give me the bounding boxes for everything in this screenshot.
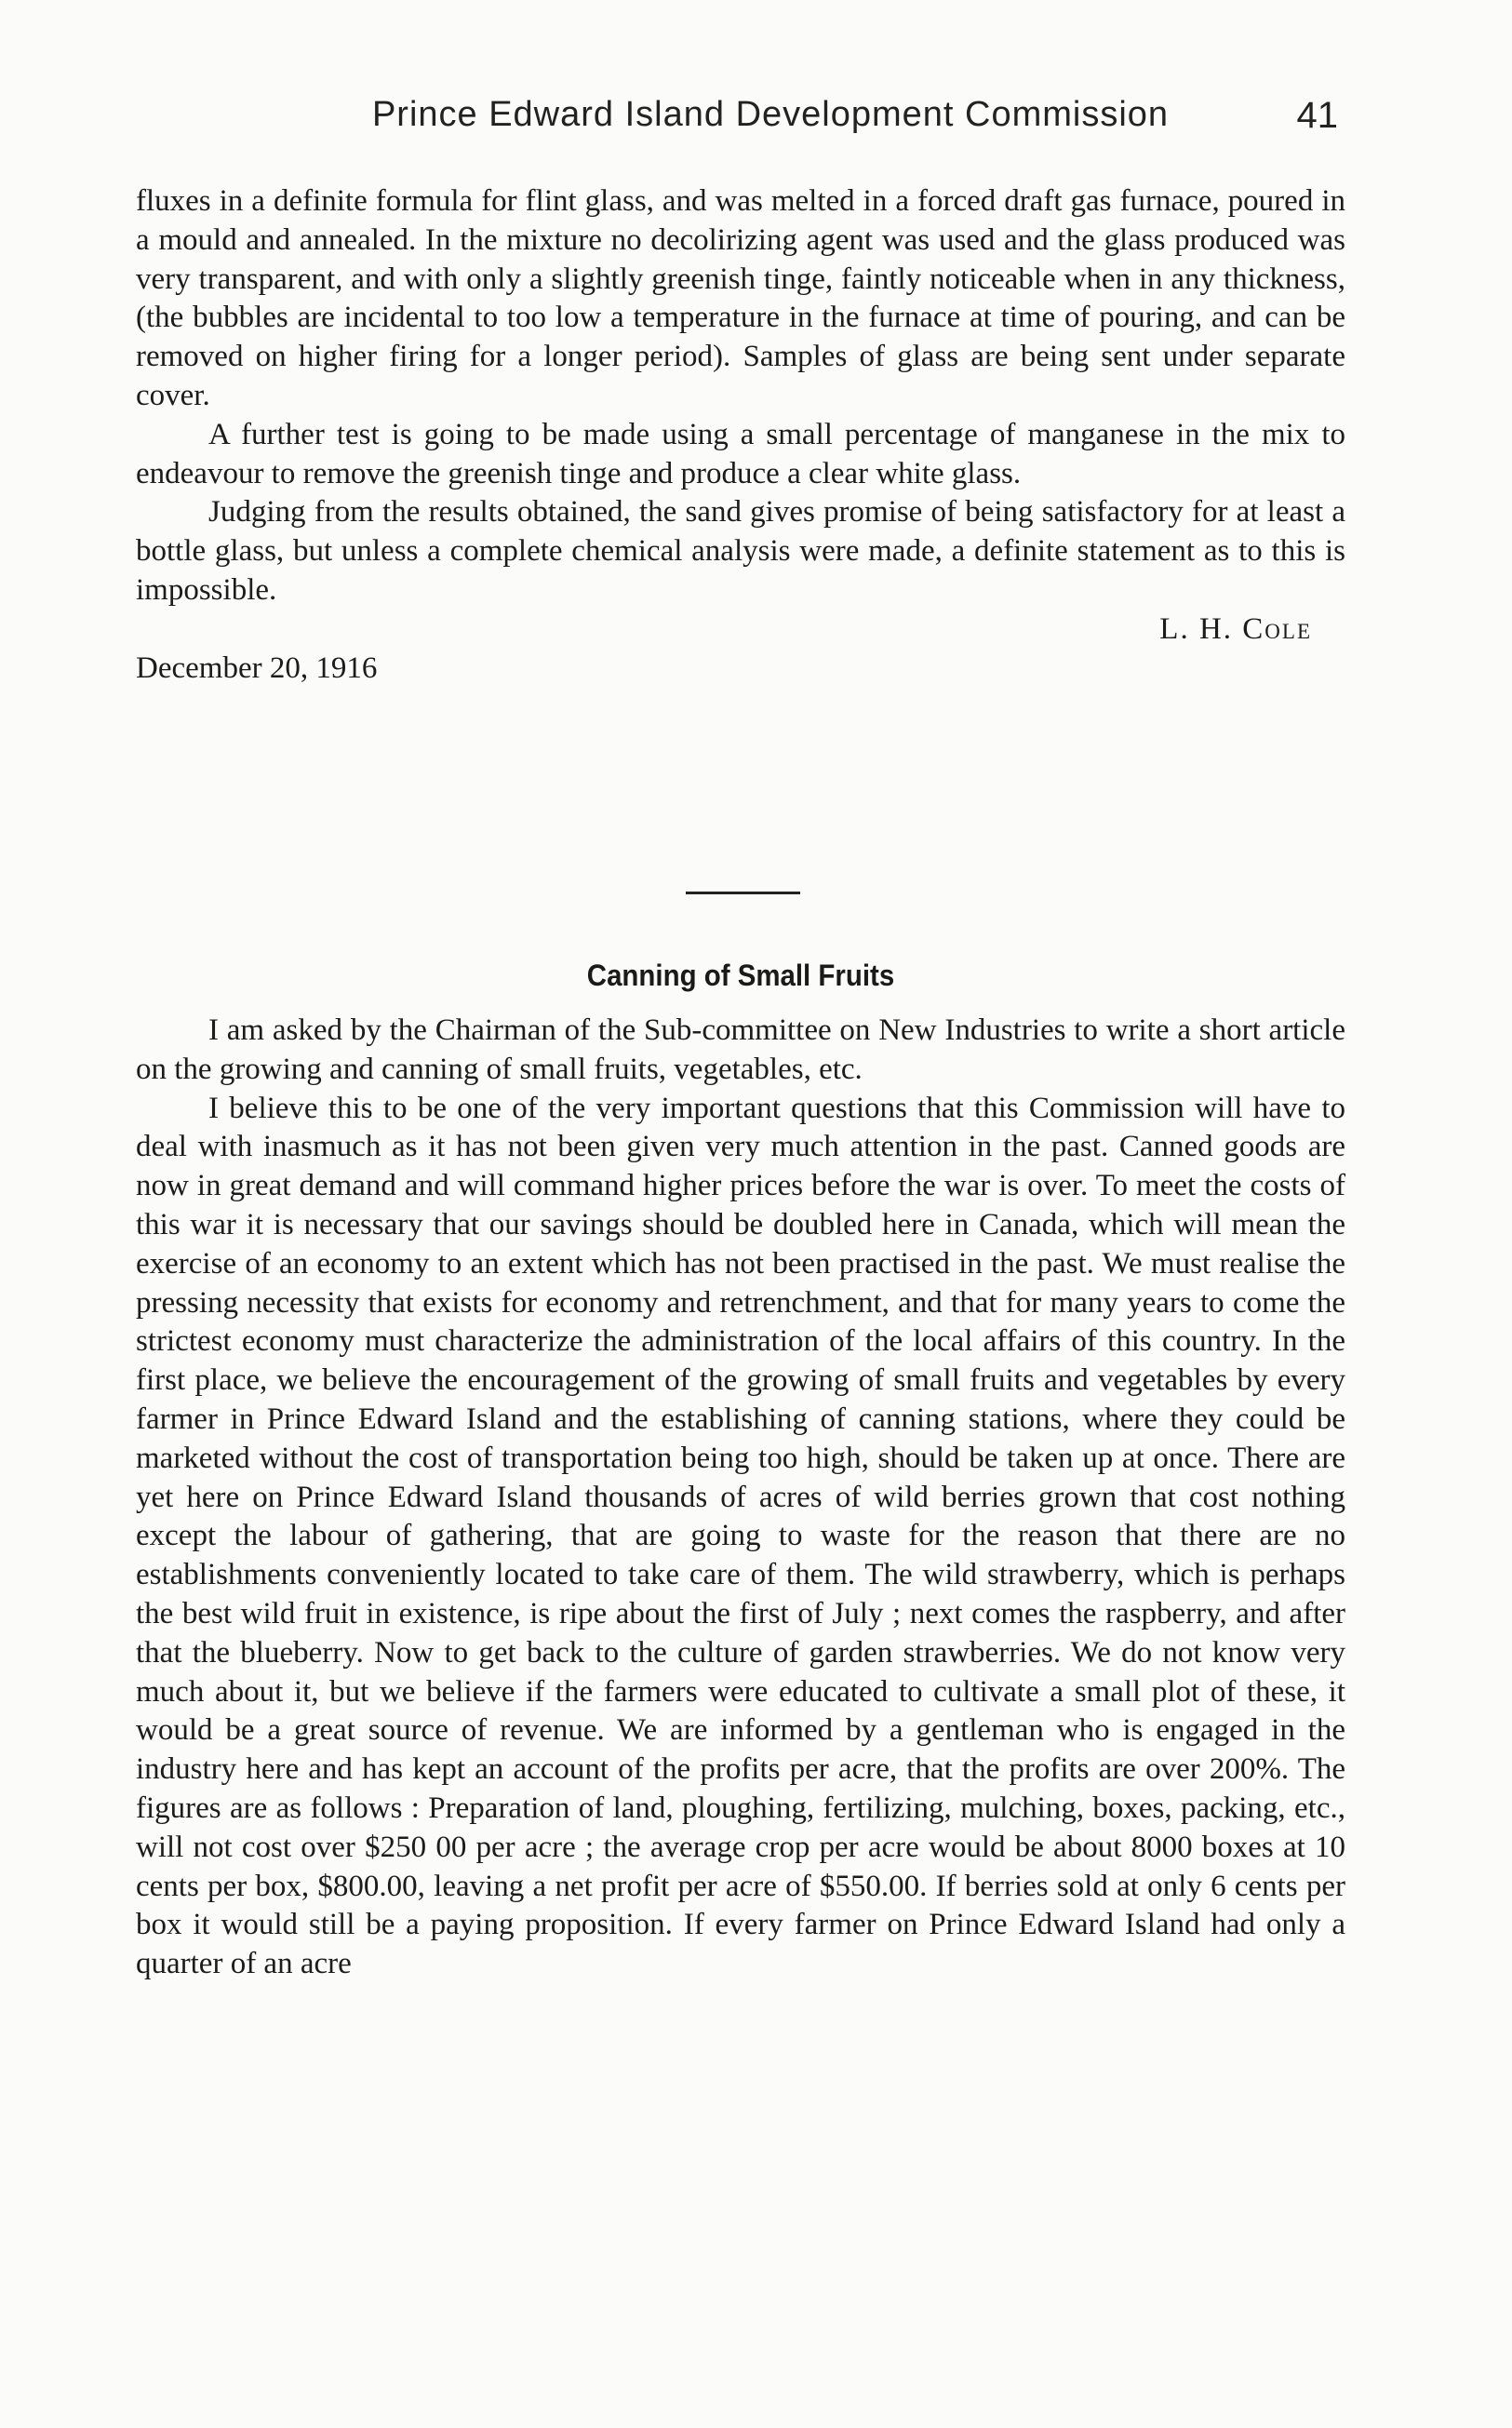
report-date: December 20, 1916	[136, 651, 378, 685]
page-number: 41	[1296, 95, 1338, 136]
paragraph: I am asked by the Chairman of the Sub-committee on New Industries to write a short article on the growing and canning of small fruits, vegetables, etc.	[136, 1013, 1345, 1086]
signature: L. H. Cole	[1159, 611, 1312, 646]
paragraph: Judging from the results obtained, the sand gives promise of being satisfactory for at least a bottle glass, but unless a complete chemical analysis were made, a definite statement as to this is impossible.	[136, 495, 1345, 607]
section-divider	[686, 892, 800, 894]
running-header	[138, 95, 1347, 151]
section-glass-report	[136, 182, 1345, 688]
paragraph: fluxes in a definite formula for flint glass, and was melted in a forced draft gas furnace, poured in a mould and annealed. In the mixture no decolirizing agent was used and the glass produced was very transparent, and with only a slightly greenish tinge, faintly noticeable when in any thickness, (the bubbles are incidental to too low a temperature in the furnace at time of pouring, and can be removed on higher firing for a longer period). Samples of glass are being sent under separate cover.	[136, 184, 1345, 412]
section-canning	[136, 1012, 1345, 1984]
header-title: Prince Edward Island Development Commission	[371, 95, 1170, 134]
paragraph: I believe this to be one of the very important questions that this Commission will have to deal with inasmuch as it has not been given very much attention in the past. Canned goods are now in great demand and will command higher prices before the war is over. To meet the costs of this war it is necessary that our savings should be doubled here in Canada, which will mean the exercise of an economy to an extent which has not been practised in the past. We must realise the pressing necessity that exists for economy and retrenchment, and that for many years to come the strictest economy must characterize the administration of the local affairs of this country. In the first place, we believe the encouragement of the growing of small fruits and vegetables by every farmer in Prince Edward Island and the establishing of canning stations, where they could be marketed without the cost of transportation being too high, should be taken up at once. There are yet here on Prince Edward Island thousands of acres of wild berries grown that cost nothing except the labour of gathering, that are going to waste for the reason that there are no establishments conveniently located to take care of them. The wild strawberry, which is perhaps the best wild fruit in existence, is ripe about the first of July ; next comes the raspberry, and after that the blueberry. Now to get back to the culture of garden strawberries. We do not know very much about it, but we believe if the farmers were educated to cultivate a small plot of these, it would be a great source of revenue. We are informed by a gentleman who is engaged in the industry here and has kept an account of the profits per acre, that the profits are over 200%. The figures are as follows : Preparation of land, ploughing, fertilizing, mulching, boxes, packing, etc., will not cost over $250 00 per acre ; the average crop per acre would be about 8000 boxes at 10 cents per box, $800.00, leaving a net profit per acre of $550.00. If berries sold at only 6 cents per box it would still be a paying proposition. If every farmer on Prince Edward Island had only a quarter of an acre	[136, 1091, 1345, 1981]
paragraph: A further test is going to be made using a small percentage of manganese in the mix to endeavour to remove the greenish tinge and produce a clear white glass.	[136, 417, 1345, 490]
section-heading: Canning of Small Fruits	[586, 959, 895, 992]
